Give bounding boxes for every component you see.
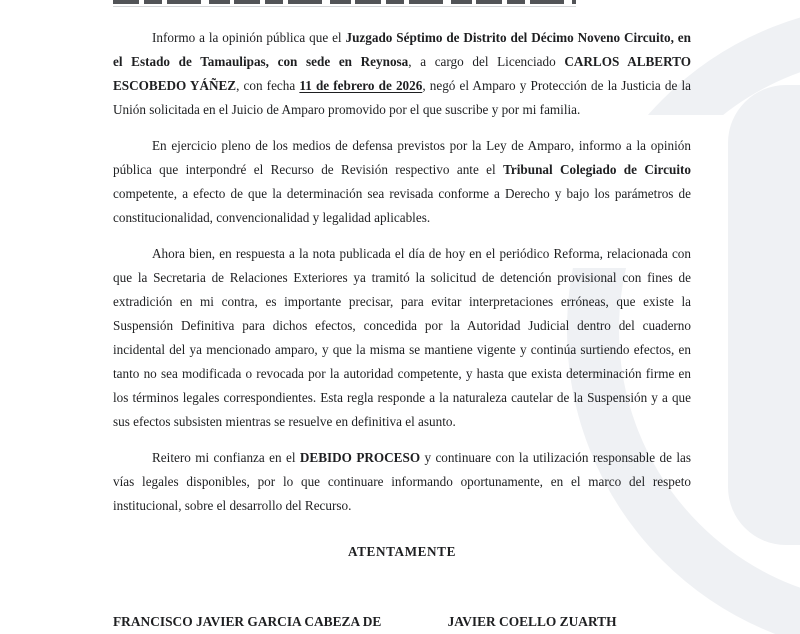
text-run: CARLOS ALBERTO ESCOBEDO YÁÑEZ — [113, 54, 691, 93]
text-run: Juzgado Séptimo de Distrito del Décimo Noveno Circuito, en el Estado de Tamaulipas, con sede en Reynosa — [113, 30, 691, 69]
text-run: Reitero mi confianza en el — [152, 450, 300, 465]
signature-row — [113, 610, 691, 634]
text-run: Ahora bien, en respuesta a la nota publicada el día de hoy en el periódico Reforma, relacionada con que la Secretaria de Relaciones Exteriores ya tramitó la solicitud de detención provisional con fines de extradición en mi contra, es importante precisar, para evitar interpretaciones erróneas, que existe la Suspensión Definitiva para dichos efectos, concedida por la Autoridad Judicial dentro del cuaderno incidental del ya mencionado amparo, y que la misma se mantiene vigente y continúa surtiendo efectos, en tanto no sea modificada o revocada por la autoridad competente, y hasta que exista determinación firme en los términos legales correspondientes. Esta regla responde a la naturaleza cautelar de la Suspensión y a que sus efectos subsisten mientras se resuelve en definitiva el asunto. — [113, 246, 691, 429]
text-run: , a cargo del Licenciado — [408, 54, 565, 69]
cropped-header-line — [113, 0, 576, 4]
document-body — [113, 26, 691, 634]
paragraph — [113, 134, 691, 230]
cropped-header-underline — [113, 6, 576, 8]
text-run: En ejercicio pleno de los medios de defensa previstos por la Ley de Amparo, informo a la opinión pública que interpondré el Recurso de Revisión respectivo ante el — [113, 138, 691, 177]
watermark-inner-block — [728, 85, 800, 545]
paragraph — [113, 446, 691, 518]
text-run: 11 de febrero de 2026 — [299, 78, 423, 93]
paragraph-list — [113, 26, 691, 518]
text-run: DEBIDO PROCESO — [299, 450, 421, 465]
text-run: , con fecha — [236, 78, 300, 93]
signatory-name: JAVIER COELLO ZUARTH — [447, 614, 617, 629]
text-run: , negó el Amparo y Protección de la Justicia de la Unión solicitada en el Juicio de Amparo promovido por el que suscribe y por mi familia. — [113, 78, 691, 117]
paragraph — [113, 242, 691, 434]
paragraph — [113, 26, 691, 122]
text-run: Informo a la opinión pública que el — [152, 30, 346, 45]
signatory-name: FRANCISCO JAVIER GARCIA CABEZA DE — [113, 614, 382, 629]
text-run: Tribunal Colegiado de Circuito — [503, 162, 691, 177]
text-run: competente, a efecto de que la determinación sea revisada conforme a Derecho y bajo los parámetros de constitucionalidad, convencionalidad y legalidad aplicables. — [113, 186, 691, 225]
closing-line: ATENTAMENTE — [348, 544, 456, 559]
text-run: y continuare con la utilización responsable de las vías legales disponibles, por lo que continuare informando oportunamente, en el marco del respeto institucional, sobre el desarrollo del Recurso. — [113, 450, 692, 513]
